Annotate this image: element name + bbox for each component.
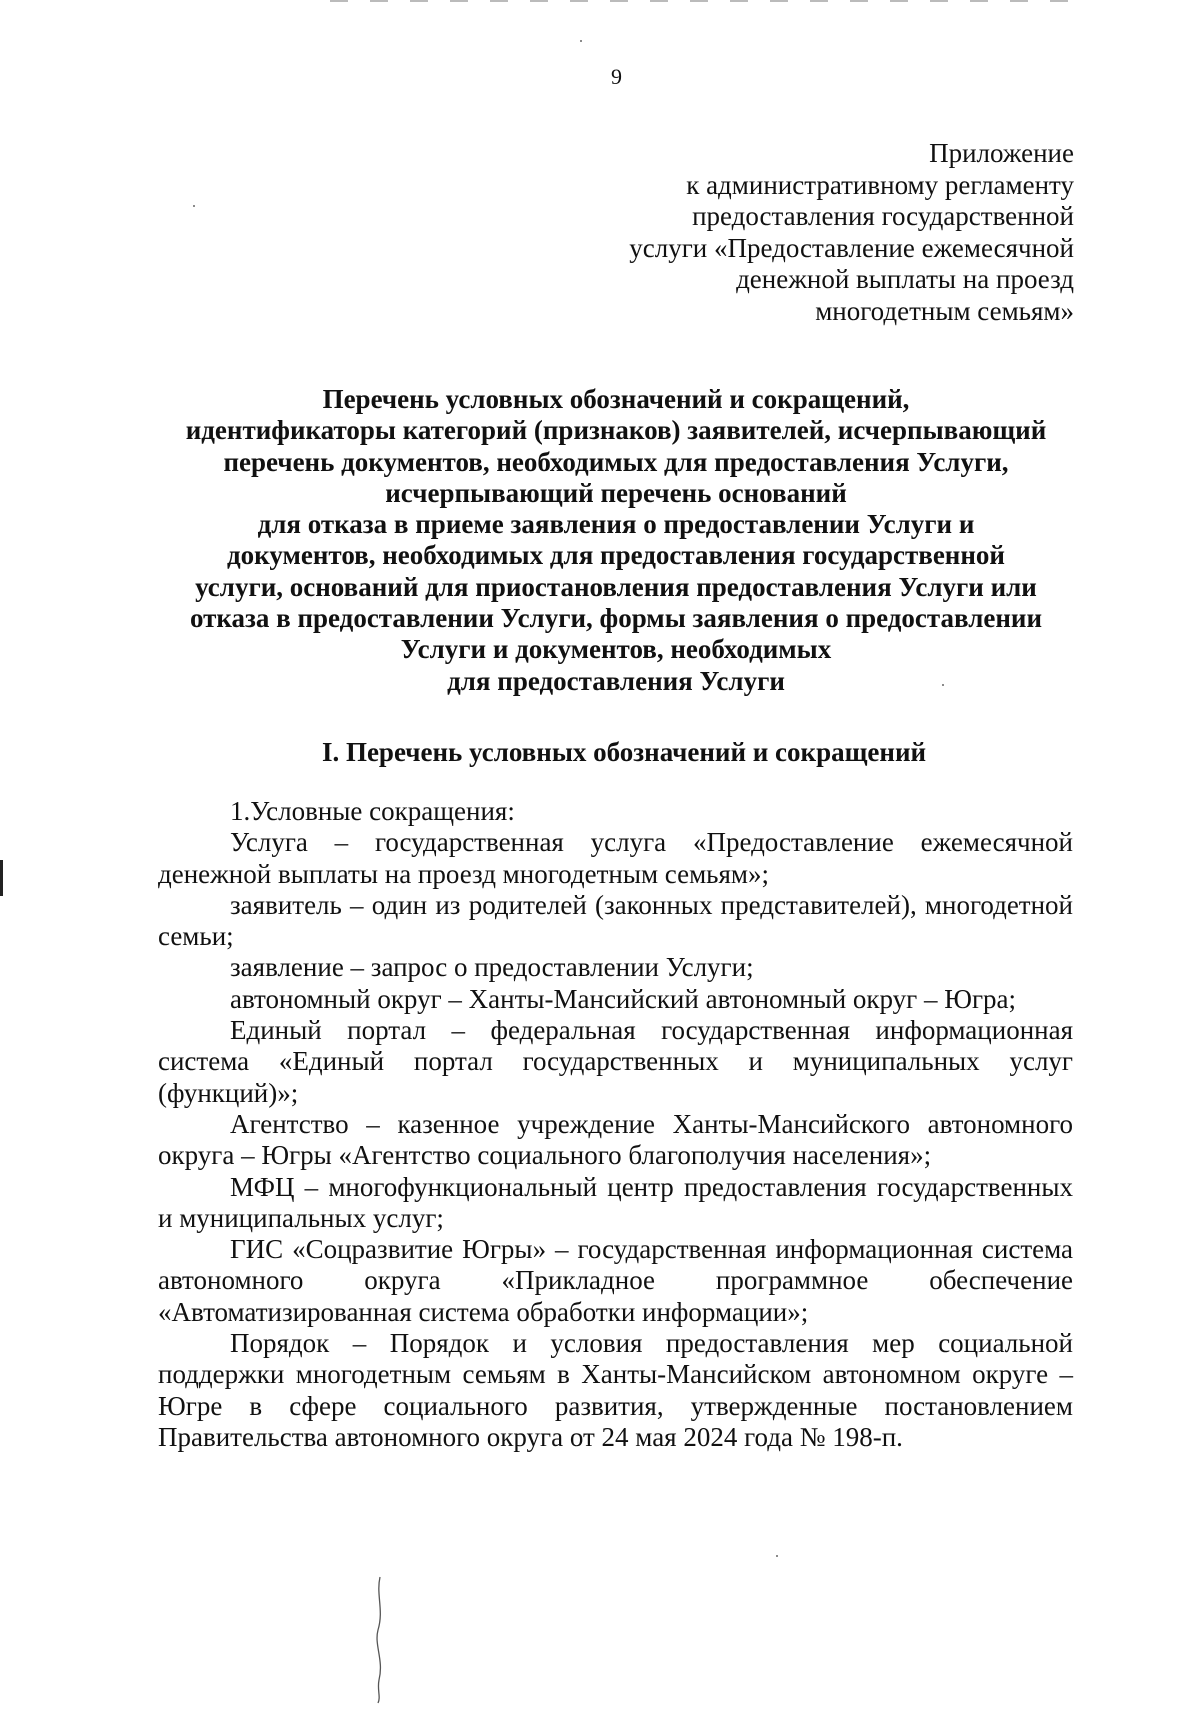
title-line: исчерпывающий перечень оснований xyxy=(385,477,847,508)
definition-paragraph: автономный округ – Ханты-Мансийский автономный округ – Югра; xyxy=(230,983,1017,1014)
title-line: для отказа в приеме заявления о предоставлении Услуги и xyxy=(257,509,975,540)
page-number: 9 xyxy=(611,64,622,89)
definition-paragraph: Агентство – казенное учреждение Ханты-Мансийского автономного округа – Югры «Агентство социального благополучия населения»; xyxy=(158,1108,1073,1171)
appendix-line: услуги «Предоставление ежемесячной xyxy=(629,232,1074,263)
definition-paragraph: ГИС «Соцразвитие Югры» – государственная информационная система автономного округа «Прикладное программное обеспечение «Автоматизированная система обработки информации»; xyxy=(158,1234,1073,1327)
title-line: Услуги и документов, необходимых xyxy=(400,634,832,665)
scan-speck xyxy=(776,1555,778,1557)
document-body xyxy=(158,796,1073,1453)
definition-paragraph: Услуга – государственная услуга «Предоставление ежемесячной денежной выплаты на проезд многодетным семьям»; xyxy=(158,827,1073,889)
appendix-line: денежной выплаты на проезд xyxy=(736,264,1074,294)
title-line: перечень документов, необходимых для предоставления Услуги, xyxy=(223,446,1009,477)
definition-paragraph: заявление – запрос о предоставлении Услуги; xyxy=(230,952,754,983)
definition-paragraph: Единый портал – федеральная государственная информационная система «Единый портал государственных и муниципальных услуг (функций)»; xyxy=(158,1015,1073,1108)
appendix-header xyxy=(554,138,1074,327)
document-title xyxy=(150,384,1082,697)
definition-paragraph: заявитель – один из родителей (законных представителей), многодетной семьи; xyxy=(158,889,1073,952)
scan-squiggle-mark xyxy=(372,1575,388,1705)
section-heading: I. Перечень условных обозначений и сокращений xyxy=(321,737,927,767)
scan-speck xyxy=(193,205,195,207)
scan-speck xyxy=(580,40,582,42)
title-line: идентификаторы категорий (признаков) заявителей, исчерпывающий xyxy=(185,415,1047,446)
title-line: документов, необходимых для предоставления государственной xyxy=(227,540,1005,571)
appendix-line: многодетным семьям» xyxy=(815,295,1074,326)
definition-paragraph: МФЦ – многофункциональный центр предоставления государственных и муниципальных услуг; xyxy=(158,1171,1073,1233)
appendix-line: к административному регламенту xyxy=(686,169,1074,200)
list-intro-paragraph: 1.Условные сокращения: xyxy=(230,796,515,826)
title-line: для предоставления Услуги xyxy=(447,665,785,696)
title-line: услуги, оснований для приостановления предоставления Услуги или xyxy=(195,571,1037,602)
appendix-line: предоставления государственной xyxy=(692,201,1074,231)
definition-paragraph: Порядок – Порядок и условия предоставления мер социальной поддержки многодетным семьям в Ханты-Мансийском автономном округе – Югре в сфере социального развития, утвержденные постановлением Правительства автономного округа от 24 мая 2024 года № 198-п. xyxy=(158,1328,1073,1452)
title-line: отказа в предоставлении Услуги, формы заявления о предоставлении xyxy=(189,603,1043,634)
appendix-line: Приложение xyxy=(929,138,1074,168)
scan-margin-mark xyxy=(0,860,3,896)
title-line: Перечень условных обозначений и сокращений, xyxy=(322,384,910,414)
scan-edge-artifact xyxy=(330,0,1090,2)
